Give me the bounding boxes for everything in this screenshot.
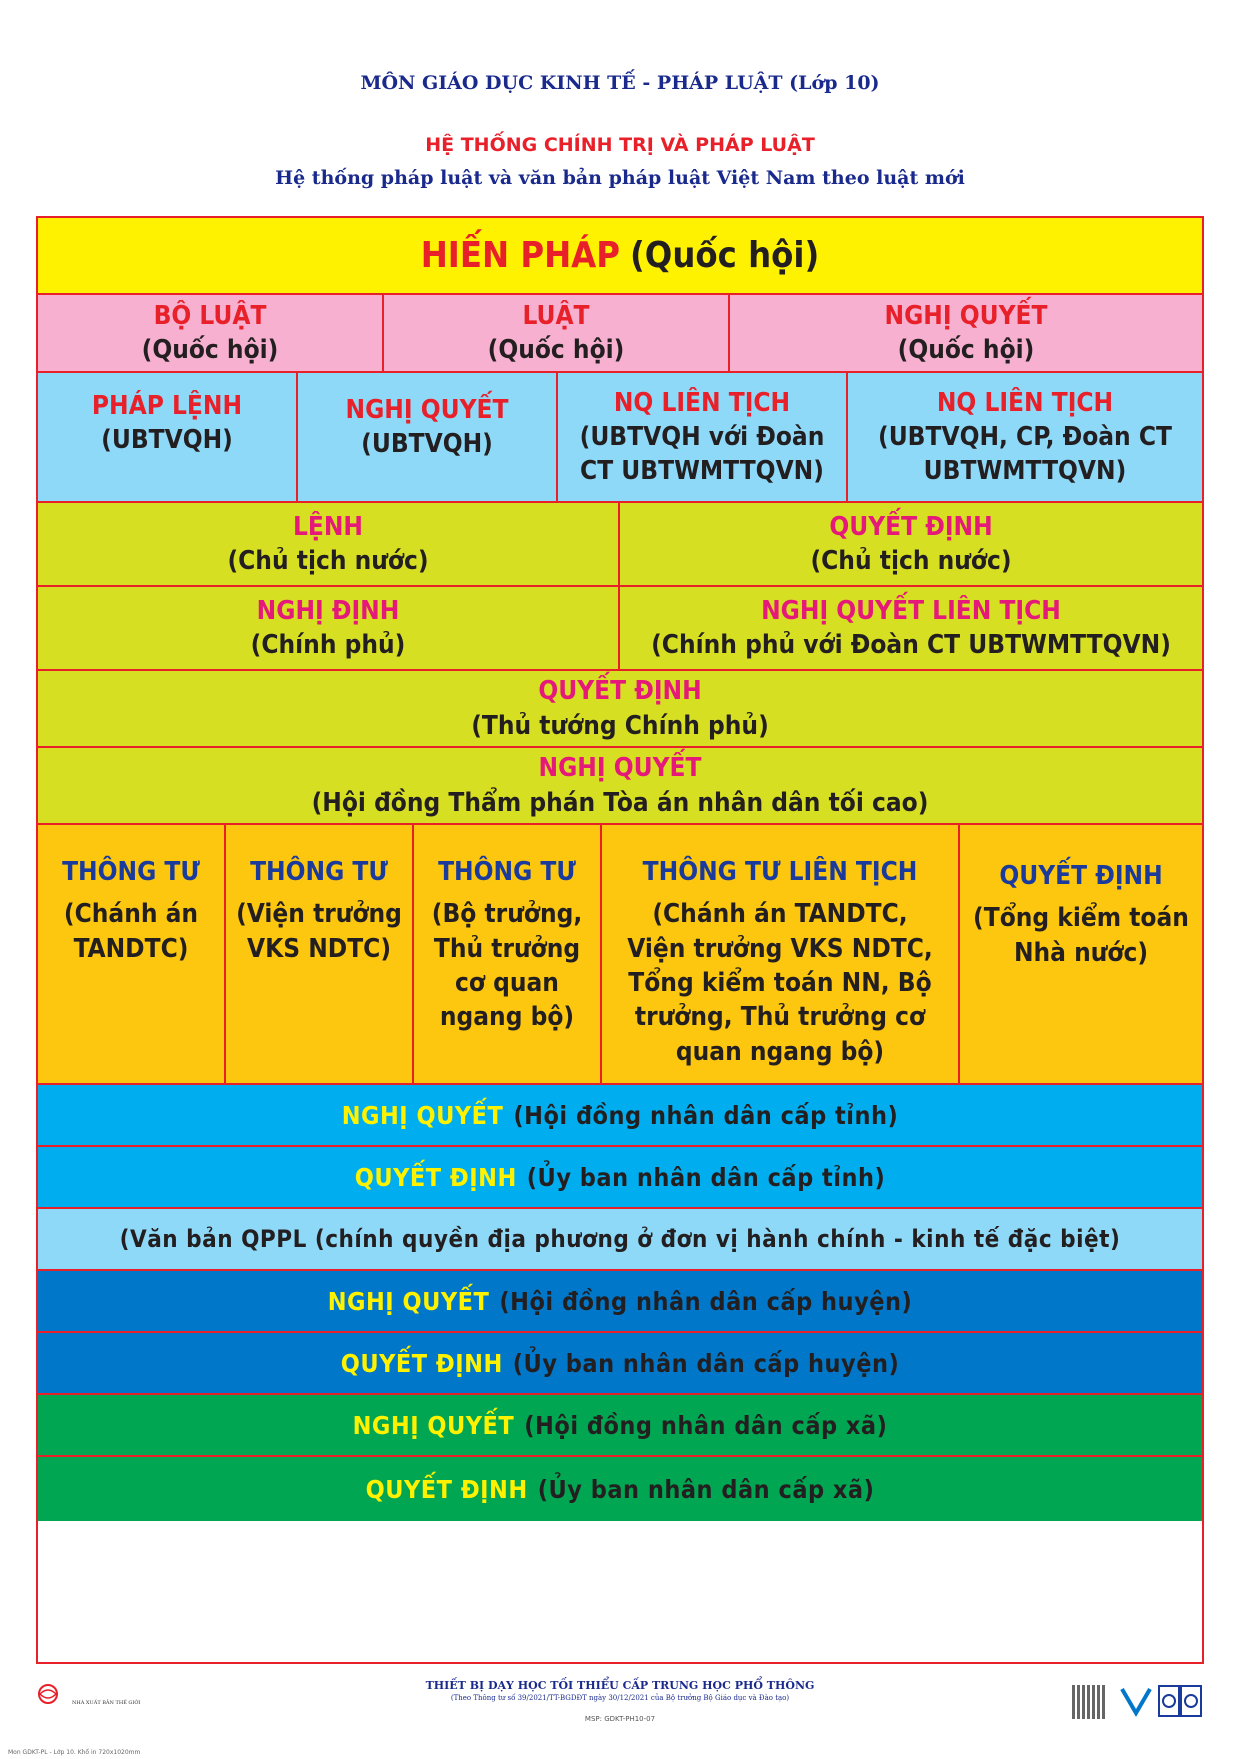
thong-tu-lien-tich-cell — [602, 825, 960, 1085]
doc-name: NGHỊ ĐỊNH — [256, 595, 400, 626]
lenh-cell — [38, 503, 620, 587]
row-ubtvqh — [38, 373, 1202, 503]
doc-issuer: (Chánh án TANDTC) — [63, 899, 199, 964]
product-code: MSP: GDKT-PH10-07 — [584, 1715, 656, 1723]
doc-name: NGHỊ QUYẾT — [345, 395, 509, 425]
row-hdnd-tinh — [38, 1085, 1202, 1147]
doc-issuer: (Chủ tịch nước) — [227, 546, 429, 576]
doc-name: NGHỊ QUYẾT — [538, 753, 702, 784]
nghi-quyet-ubtvqh-cell — [298, 373, 558, 503]
doc-issuer: (Ủy ban nhân dân cấp tỉnh) — [526, 1162, 886, 1192]
nghi-quyet-hdnd-xa-cell — [38, 1395, 1202, 1457]
row-chinh-phu — [38, 587, 1202, 671]
nghi-quyet-hdnd-huyen-cell — [38, 1271, 1202, 1333]
doc-name: QUYẾT ĐỊNH — [538, 676, 702, 707]
doc-issuer: (UBTVQH) — [101, 425, 233, 456]
print-info: Mon GDKT-PL - Lớp 10. Khổ in 720x1020mm — [8, 1749, 141, 1756]
doc-name: QUYẾT ĐỊNH — [999, 861, 1163, 891]
doc-name: PHÁP LỆNH — [91, 391, 243, 421]
doc-name: THÔNG TƯ — [438, 857, 576, 887]
row-ubnd-tinh — [38, 1147, 1202, 1209]
doc-name: NQ LIÊN TỊCH — [936, 387, 1114, 418]
thong-tu-vien-truong-cell — [226, 825, 414, 1085]
doc-name: NGHỊ QUYẾT LIÊN TỊCH — [761, 595, 1061, 626]
doc-issuer: (Chính phủ với Đoàn CT UBTWMTTQVN) — [651, 630, 1171, 660]
doc-issuer: (Chủ tịch nước) — [810, 546, 1012, 576]
topic-title: HỆ THỐNG CHÍNH TRỊ VÀ PHÁP LUẬT — [425, 134, 815, 156]
quyet-dinh-ubnd-xa-cell — [38, 1457, 1202, 1521]
quyet-dinh-ktnn-cell — [960, 825, 1202, 1085]
doc-name: QUYẾT ĐỊNH — [365, 1474, 528, 1504]
doc-issuer: (Hội đồng nhân dân cấp huyện) — [499, 1286, 913, 1316]
row-hdnd-huyen — [38, 1271, 1202, 1333]
doc-name: NGHỊ QUYẾT — [352, 1410, 515, 1440]
doc-name: QUYẾT ĐỊNH — [829, 511, 993, 542]
row-thu-tuong — [38, 671, 1202, 748]
row-hien-phap — [38, 218, 1202, 295]
doc-issuer: (UBTVQH) — [361, 429, 493, 460]
van-ban-dac-biet-cell — [38, 1209, 1202, 1271]
bo-luat-cell — [38, 295, 384, 373]
doc-name: LUẬT — [522, 300, 590, 331]
row-quoc-hoi — [38, 295, 1202, 373]
nghi-quyet-hdtp-cell — [38, 748, 1202, 825]
row-chu-tich-nuoc — [38, 503, 1202, 587]
page-title: Hệ thống pháp luật và văn bản pháp luật Việt Nam theo luật mới — [275, 167, 965, 189]
quality-mark-icon — [1158, 1685, 1202, 1717]
hien-phap-name: HIẾN PHÁP — [420, 235, 620, 276]
doc-name: QUYẾT ĐỊNH — [354, 1162, 517, 1192]
thong-tu-bo-truong-cell — [414, 825, 602, 1085]
footer-title: THIẾT BỊ DẠY HỌC TỐI THIỂU CẤP TRUNG HỌC PHỔ THÔNG — [425, 1679, 815, 1692]
row-hdnd-xa — [38, 1395, 1202, 1457]
quyet-dinh-ttcp-cell — [38, 671, 1202, 748]
quyet-dinh-ubnd-tinh-cell — [38, 1147, 1202, 1209]
doc-issuer: (Tổng kiểm toán Nhà nước) — [973, 903, 1189, 968]
doc-issuer: (Ủy ban nhân dân cấp xã) — [537, 1474, 875, 1504]
thong-tu-chanh-an-cell — [38, 825, 226, 1085]
hien-phap-cell — [38, 218, 1202, 295]
doc-name: NGHỊ QUYẾT — [341, 1100, 504, 1130]
doc-issuer: (Thủ tướng Chính phủ) — [471, 710, 769, 741]
doc-issuer: (Ủy ban nhân dân cấp huyện) — [512, 1348, 900, 1378]
row-dac-biet — [38, 1209, 1202, 1271]
doc-issuer: (Chính phủ) — [250, 630, 406, 660]
doc-issuer: (Bộ trưởng, Thủ trưởng cơ quan ngang bộ) — [431, 899, 583, 1033]
luat-cell — [384, 295, 730, 373]
nq-lien-tich-1-cell — [558, 373, 848, 503]
doc-name: NQ LIÊN TỊCH — [613, 387, 791, 418]
doc-issuer: (UBTVQH với Đoàn CT UBTWMTTQVN) — [579, 421, 825, 487]
certification-logo-icon — [1118, 1685, 1154, 1717]
nghi-quyet-hdnd-tinh-cell — [38, 1085, 1202, 1147]
nghi-dinh-cell — [38, 587, 620, 671]
doc-name: THÔNG TƯ — [250, 857, 388, 887]
doc-issuer: (Chánh án TANDTC, Viện trưởng VKS NDTC, Tổng kiểm toán NN, Bộ trưởng, Thủ trưởng cơ quan ngang bộ) — [627, 899, 933, 1067]
nghi-quyet-qh-cell — [730, 295, 1202, 373]
doc-issuer: (Viện trưởng VKS NDTC) — [236, 899, 402, 964]
doc-name: THÔNG TƯ LIÊN TỊCH — [642, 857, 918, 887]
doc-name: NGHỊ QUYẾT — [327, 1286, 490, 1316]
row-ubnd-huyen — [38, 1333, 1202, 1395]
quyet-dinh-ubnd-huyen-cell — [38, 1333, 1202, 1395]
doc-name: BỘ LUẬT — [153, 300, 267, 331]
doc-issuer: (Hội đồng nhân dân cấp tỉnh) — [513, 1100, 899, 1130]
quyet-dinh-ctn-cell — [620, 503, 1202, 587]
row-ubnd-xa — [38, 1457, 1202, 1521]
doc-name: LỆNH — [292, 511, 364, 542]
doc-issuer: (Quốc hội) — [487, 335, 625, 365]
doc-issuer: (UBTVQH, CP, Đoàn CT UBTWMTTQVN) — [878, 421, 1172, 487]
doc-issuer: (Hội đồng Thẩm phán Tòa án nhân dân tối cao) — [311, 787, 929, 818]
row-hdtp — [38, 748, 1202, 825]
footer-subtitle: (Theo Thông tư số 39/2021/TT-BGDĐT ngày 30/12/2021 của Bộ trưởng Bộ Giáo dục và Đào tạo) — [450, 1694, 790, 1702]
doc-issuer: (Quốc hội) — [897, 335, 1035, 365]
doc-name: QUYẾT ĐỊNH — [340, 1348, 503, 1378]
nq-lien-tich-2-cell — [848, 373, 1202, 503]
nghi-quyet-lien-tich-cell — [620, 587, 1202, 671]
subject-title: MÔN GIÁO DỤC KINH TẾ - PHÁP LUẬT (Lớp 10) — [360, 72, 880, 94]
doc-name: THÔNG TƯ — [62, 857, 200, 887]
doc-issuer: (Quốc hội) — [141, 335, 279, 365]
doc-name: NGHỊ QUYẾT — [884, 300, 1048, 331]
row-thong-tu — [38, 825, 1202, 1085]
publisher-name: NHÀ XUẤT BẢN THẾ GIỚI — [72, 1700, 141, 1706]
doc-issuer: (Hội đồng nhân dân cấp xã) — [524, 1410, 888, 1440]
legal-hierarchy-table — [36, 216, 1204, 1664]
hien-phap-issuer: (Quốc hội) — [629, 235, 820, 276]
qr-code-icon — [1072, 1685, 1106, 1719]
doc-issuer: (Văn bản QPPL (chính quyền địa phương ở đơn vị hành chính - kinh tế đặc biệt) — [119, 1225, 1121, 1253]
phap-lenh-cell — [38, 373, 298, 503]
